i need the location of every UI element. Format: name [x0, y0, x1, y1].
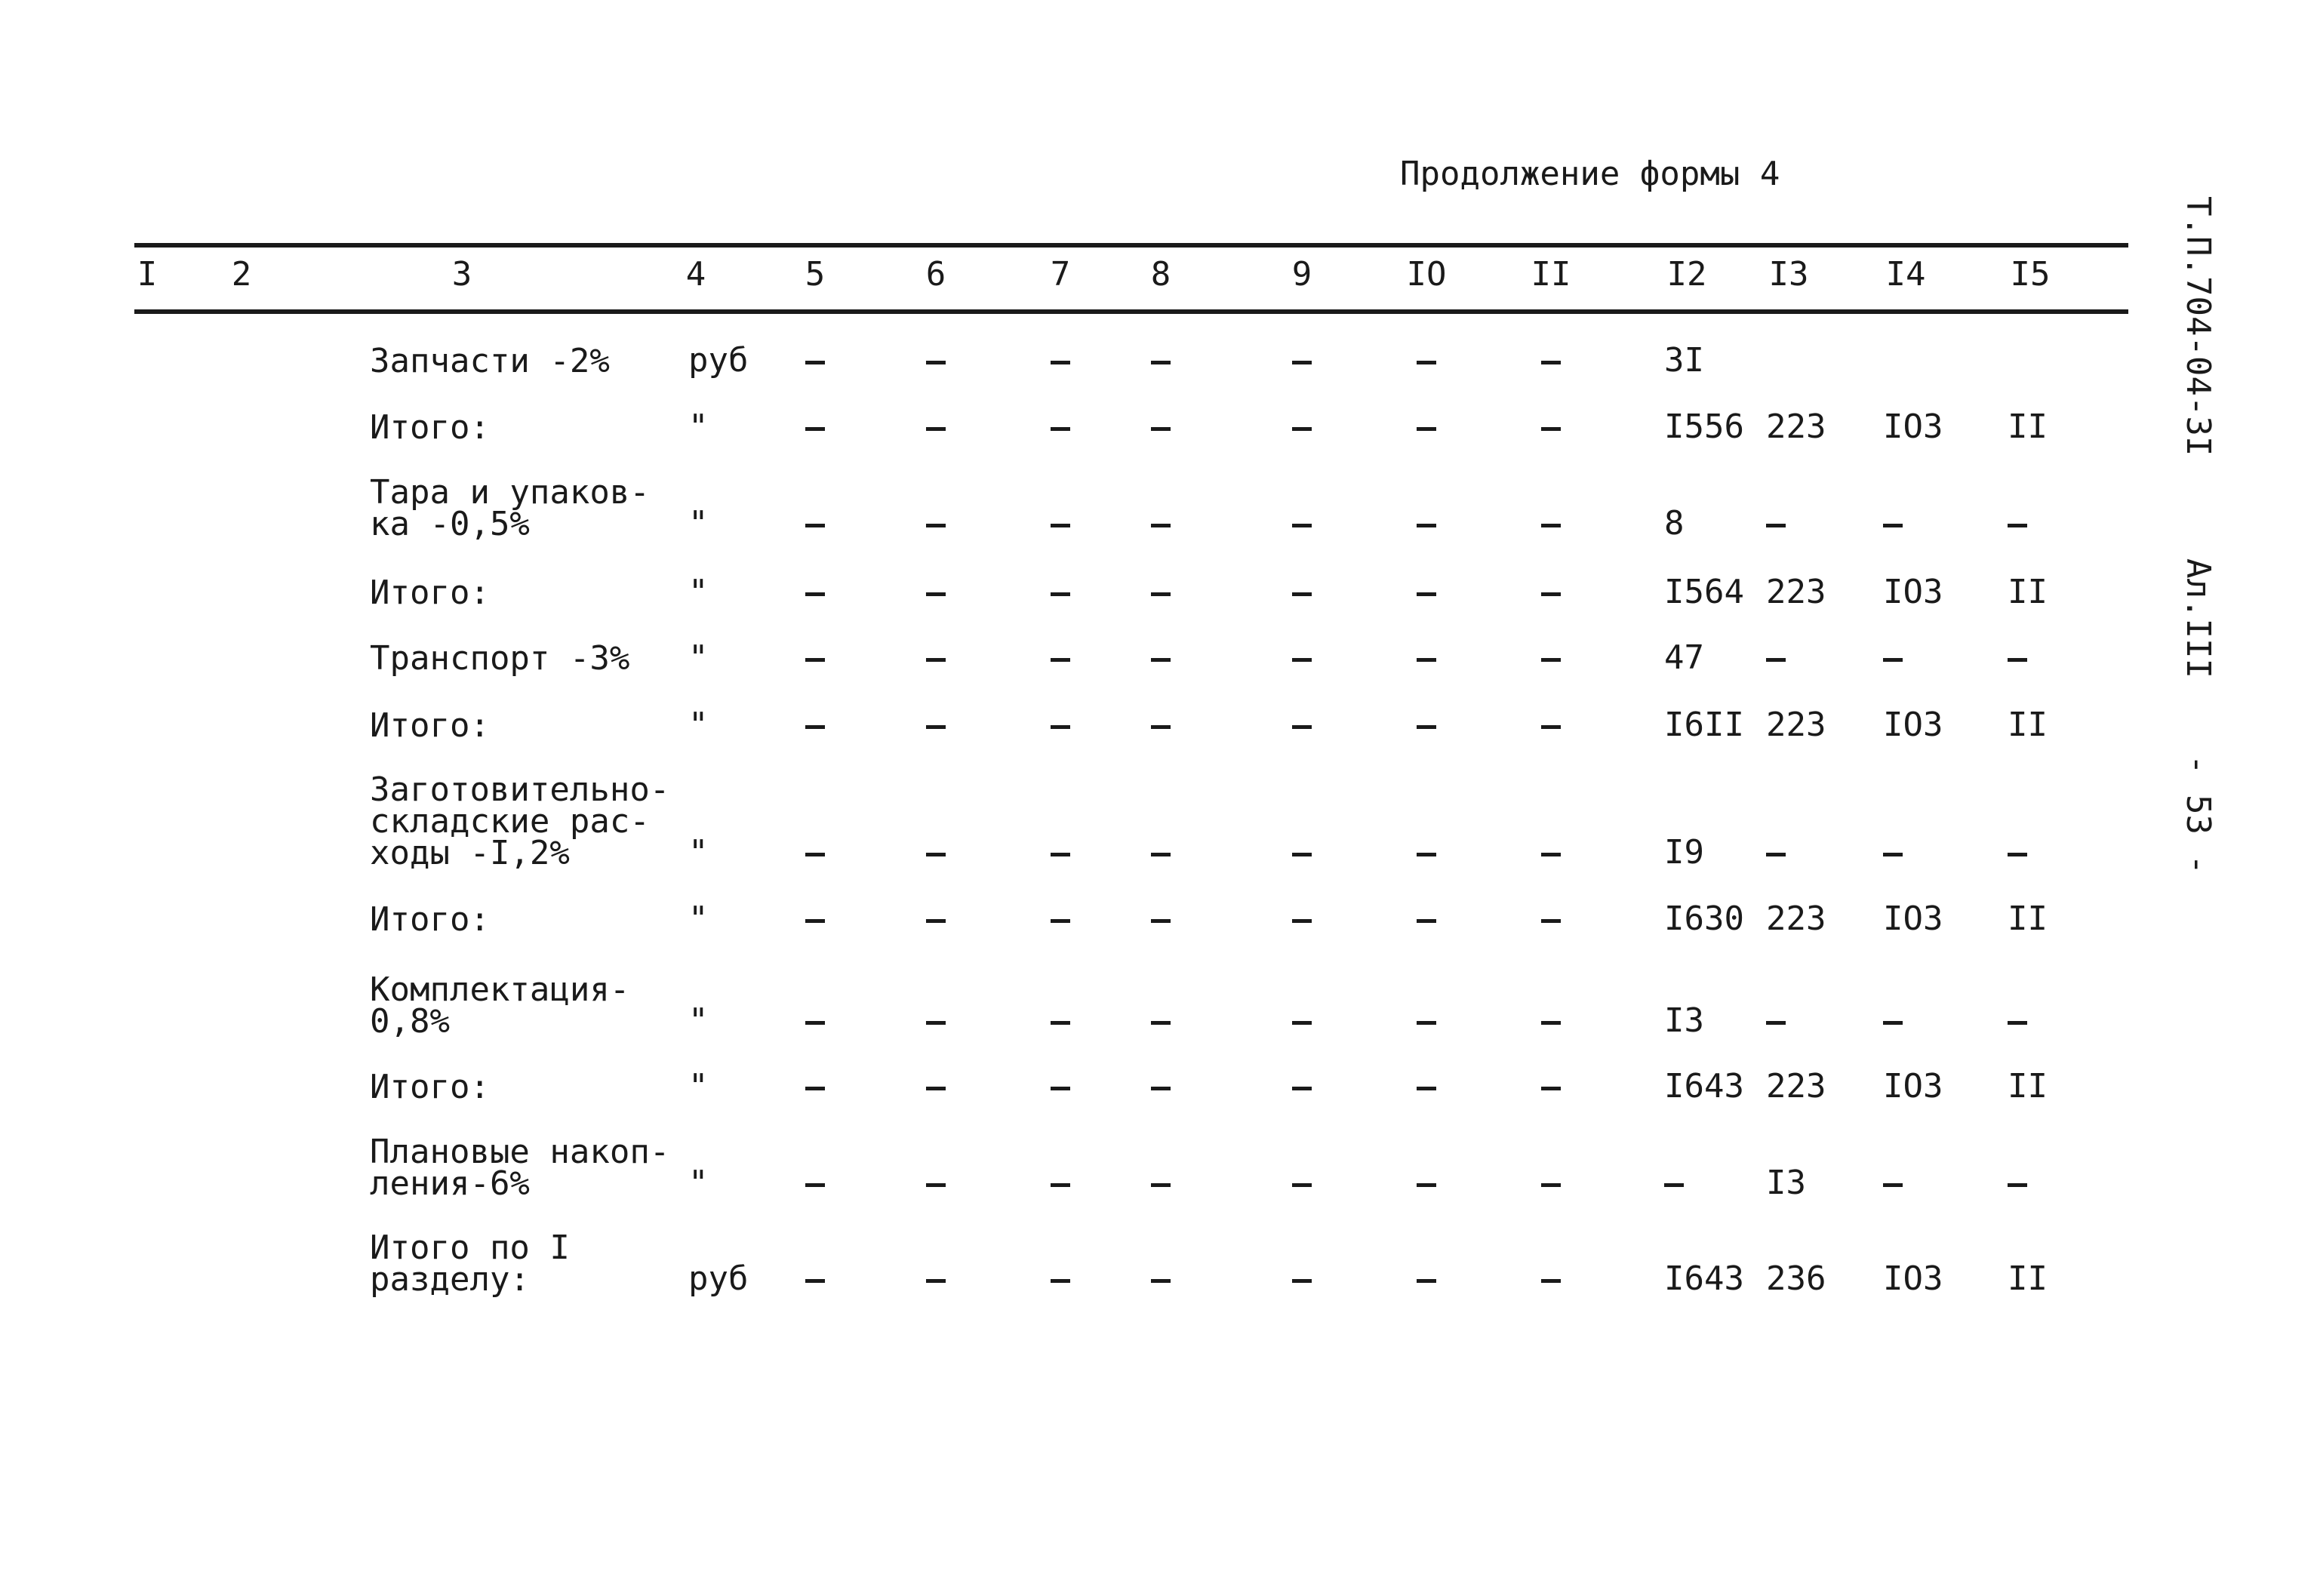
row-name-line: Итого:: [370, 408, 490, 447]
value-cell-c12: 3I: [1664, 341, 1704, 380]
row-name-line: складские рас-: [370, 802, 650, 841]
dash-mark: [1051, 1279, 1070, 1283]
header-cell: I2: [1666, 255, 1707, 294]
row-unit: ": [688, 573, 709, 611]
dash-mark: [805, 1279, 825, 1283]
empty-cell-dash: [1389, 1262, 1464, 1296]
empty-cell-dash: [1123, 1262, 1199, 1296]
value-cell-c14: IO3: [1883, 1259, 1943, 1298]
row-name-line: ления-6%: [370, 1164, 530, 1203]
value-cell-c12: I556: [1664, 407, 1744, 446]
empty-cell-dash: [1023, 1262, 1098, 1296]
value-cell-c13: 223: [1766, 899, 1826, 938]
row-unit: ": [688, 1001, 709, 1040]
row-name-line: 0,8%: [370, 1002, 450, 1041]
value-cell-c14: IO3: [1883, 1067, 1943, 1106]
row-name-line: Итого:: [370, 1068, 490, 1106]
value-cell-c15: II: [2008, 407, 2048, 446]
value-cell-c14: IO3: [1883, 899, 1943, 938]
empty-cell-dash: [777, 1262, 853, 1296]
row-name-line: Тара и упаков-: [370, 473, 650, 512]
row-unit: ": [688, 1164, 709, 1202]
row-name-line: Комплектация-: [370, 970, 630, 1009]
header-cell: I4: [1885, 255, 1926, 294]
value-cell-c13: I3: [1766, 1164, 1806, 1202]
row-name-line: Заготовительно-: [370, 770, 670, 809]
value-cell-c13: 223: [1766, 407, 1826, 446]
row-name-line: Итого:: [370, 706, 490, 745]
value-cell-c12: I643: [1664, 1067, 1744, 1106]
row-name-line: Транспорт -3%: [370, 639, 630, 678]
value-cell-c14: IO3: [1883, 706, 1943, 744]
header-cell: 3: [451, 255, 472, 294]
empty-cell-dash: [1264, 1262, 1340, 1296]
row-unit: ": [688, 407, 709, 446]
value-cell-c15: II: [2008, 1067, 2048, 1106]
row-unit: руб: [688, 341, 749, 380]
value-cell-c12: I6II: [1664, 706, 1744, 744]
row-unit: ": [688, 504, 709, 543]
row-unit: ": [688, 706, 709, 744]
header-cell: 8: [1150, 255, 1171, 294]
document-code: Т.П.704-04-3I: [2179, 196, 2217, 457]
value-cell-c15: II: [2008, 706, 2048, 744]
value-cell-c15: II: [2008, 899, 2048, 938]
album-number: Ал.III: [2179, 558, 2217, 678]
row-name-line: Плановые накоп-: [370, 1133, 670, 1171]
header-cell: 6: [925, 255, 946, 294]
header-cell: 4: [685, 255, 706, 294]
row-name-line: Итого по I: [370, 1229, 570, 1267]
dash-mark: [926, 1279, 946, 1283]
header-cell: 9: [1291, 255, 1312, 294]
value-cell-c15: II: [2008, 573, 2048, 611]
row-name-line: Итого:: [370, 574, 490, 612]
value-cell-c12: I9: [1664, 833, 1704, 872]
page-number: - 53 -: [2179, 755, 2217, 875]
row-unit: ": [688, 638, 709, 677]
row-name: [370, 1229, 694, 1299]
row-name-line: ка -0,5%: [370, 505, 530, 543]
value-cell-c12: I564: [1664, 573, 1744, 611]
value-cell-c13: 223: [1766, 706, 1826, 744]
form-caption: Продолжение формы 4: [1400, 155, 1780, 193]
header-cell: I: [137, 255, 158, 294]
header-cell: II: [1531, 255, 1571, 294]
row-name-line: Итого:: [370, 900, 490, 939]
empty-cell-dash: [1513, 1262, 1589, 1296]
value-cell-c13: 223: [1766, 1067, 1826, 1106]
header-cell: 7: [1050, 255, 1071, 294]
dash-mark: [1541, 1279, 1561, 1283]
header-cell: IO: [1406, 255, 1447, 294]
table-row: [0, 1145, 2317, 1299]
value-cell-c15: II: [2008, 1259, 2048, 1298]
value-cell-c12: I3: [1664, 1001, 1704, 1040]
header-cell: 5: [805, 255, 826, 294]
header-cell: 2: [231, 255, 252, 294]
row-unit: ": [688, 833, 709, 872]
row-name-line: разделу:: [370, 1260, 530, 1299]
header-cell: I5: [2010, 255, 2051, 294]
margin-annotations: [2180, 196, 2225, 951]
dash-mark: [1292, 1279, 1312, 1283]
value-cell-c12: I643: [1664, 1259, 1744, 1298]
row-name-line: Запчасти -2%: [370, 342, 610, 380]
dash-mark: [1417, 1279, 1436, 1283]
row-unit: ": [688, 899, 709, 938]
value-cell-c13: 236: [1766, 1259, 1826, 1298]
row-unit: руб: [688, 1259, 749, 1298]
value-cell-c12: 47: [1664, 638, 1704, 677]
value-cell-c12: I630: [1664, 899, 1744, 938]
row-unit: ": [688, 1067, 709, 1106]
value-cell-c13: 223: [1766, 573, 1826, 611]
value-cell-c14: IO3: [1883, 407, 1943, 446]
row-name-line: ходы -I,2%: [370, 834, 570, 872]
value-cell-c14: IO3: [1883, 573, 1943, 611]
empty-cell-dash: [898, 1262, 974, 1296]
value-cell-c12: 8: [1664, 504, 1685, 543]
dash-mark: [1151, 1279, 1171, 1283]
header-cell: I3: [1768, 255, 1809, 294]
